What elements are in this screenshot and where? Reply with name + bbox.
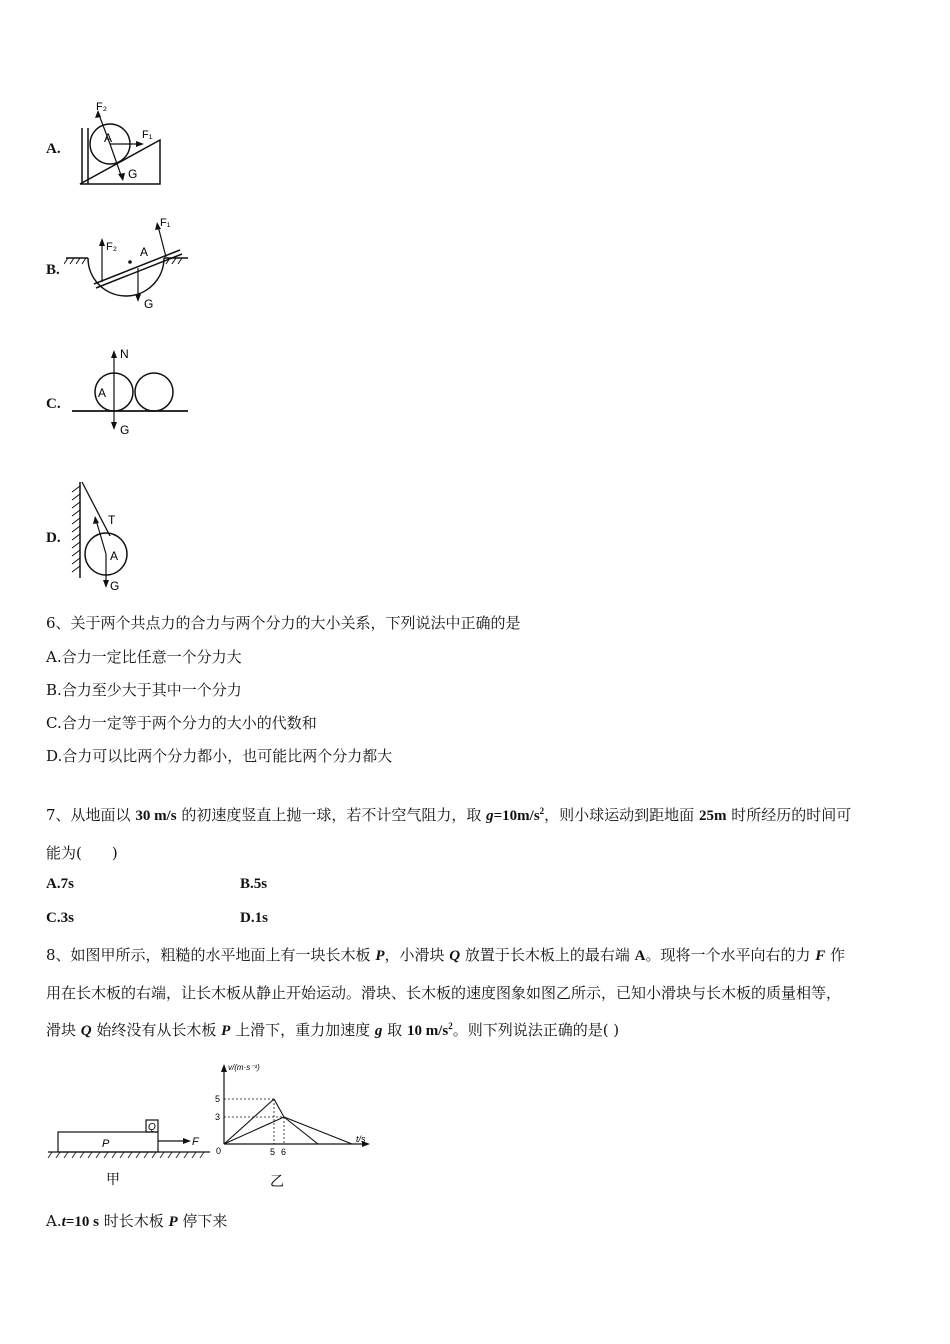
- question-8-line-2: 用在长木板的右端，让长木板从静止开始运动。滑块、长木板的速度图象如图乙所示，已知小滑块与长木板的质量相等，: [46, 984, 842, 1002]
- figure-jia-f: F: [192, 1136, 199, 1148]
- question-6-stem: 6、关于两个共点力的合力与两个分力的大小关系，下列说法中正确的是: [46, 614, 521, 632]
- figure-jia-q: Q: [148, 1122, 156, 1133]
- figure-b-label: B.: [46, 262, 60, 278]
- question-7-stem-line-2: 能为( ): [46, 844, 118, 862]
- figure-c-g: G: [120, 423, 130, 437]
- figure-yi-x5: 5: [270, 1147, 276, 1157]
- figure-b-diagram: [64, 210, 194, 316]
- figure-b-f1: F₁: [160, 217, 171, 229]
- figure-a-diagram: [66, 98, 176, 190]
- figure-c-label: C.: [46, 396, 61, 412]
- figure-b-g: G: [144, 297, 154, 311]
- figure-yi-ylabel: v/(m·s⁻¹): [228, 1063, 260, 1072]
- figure-c-diagram: [70, 342, 194, 440]
- question-6-option-a: A.合力一定比任意一个分力大: [46, 648, 242, 666]
- figure-c-body: A: [98, 386, 107, 400]
- figure-yi-y5: 5: [215, 1094, 221, 1104]
- figure-yi-graph: [206, 1056, 386, 1194]
- question-6-option-d: D.合力可以比两个分力都小，也可能比两个分力都大: [46, 747, 393, 765]
- question-7-option-b: B.5s: [240, 876, 268, 892]
- figure-yi-x6: 6: [281, 1147, 287, 1157]
- figure-yi-caption: 乙: [270, 1173, 284, 1189]
- figure-d-label: D.: [46, 530, 61, 546]
- figure-jia-diagram: [46, 1110, 216, 1194]
- figure-a-label: A.: [46, 141, 61, 157]
- question-8-line-1: 8、如图甲所示，粗糙的水平地面上有一块长木板 P，小滑块 Q 放置于长木板上的最右端 A。现将一个水平向右的力 F 作: [46, 946, 846, 964]
- question-8-option-a: A.t=10 s 时长木板 P 停下来: [46, 1212, 228, 1230]
- question-7-option-c: C.3s: [46, 910, 74, 926]
- figure-yi-xlabel: t/s: [356, 1134, 366, 1144]
- board-velocity-line: [224, 1099, 274, 1144]
- figure-yi-origin: 0: [216, 1146, 222, 1156]
- figure-c-n: N: [120, 347, 129, 361]
- figure-a-body: A: [104, 131, 113, 145]
- question-6-option-c: C.合力一定等于两个分力的大小的代数和: [46, 714, 317, 732]
- figure-yi-y3: 3: [215, 1112, 221, 1122]
- figure-b-f2: F₂: [106, 241, 117, 253]
- figure-a-f2: F₂: [96, 101, 107, 113]
- question-7-option-a: A.7s: [46, 876, 74, 892]
- figure-d-t: T: [108, 513, 116, 527]
- figure-jia-p: P: [102, 1138, 110, 1150]
- question-7-stem-line-1: 7、从地面以 30 m/s 的初速度竖直上抛一球，若不计空气阻力，取 $g=10m/s^2$，则小球运动到距地面 25m 时所经历的时间可: [46, 806, 852, 824]
- figure-a-f1: F₁: [142, 129, 153, 141]
- figure-a-g: G: [128, 167, 138, 181]
- figure-b-body: A: [140, 245, 149, 259]
- block-velocity-line: [224, 1117, 284, 1144]
- question-8-line-3: 滑块 Q 始终没有从长木板 P 上滑下，重力加速度 g 取 10 $m/s^2$。则下列说法正确的是( ): [46, 1021, 620, 1039]
- figure-d-body: A: [110, 549, 119, 563]
- figure-d-g: G: [110, 579, 120, 593]
- question-6-option-b: B.合力至少大于其中一个分力: [46, 681, 242, 699]
- figure-jia-caption: 甲: [106, 1171, 120, 1187]
- question-7-option-d: D.1s: [240, 910, 268, 926]
- figure-d-diagram: [66, 478, 166, 596]
